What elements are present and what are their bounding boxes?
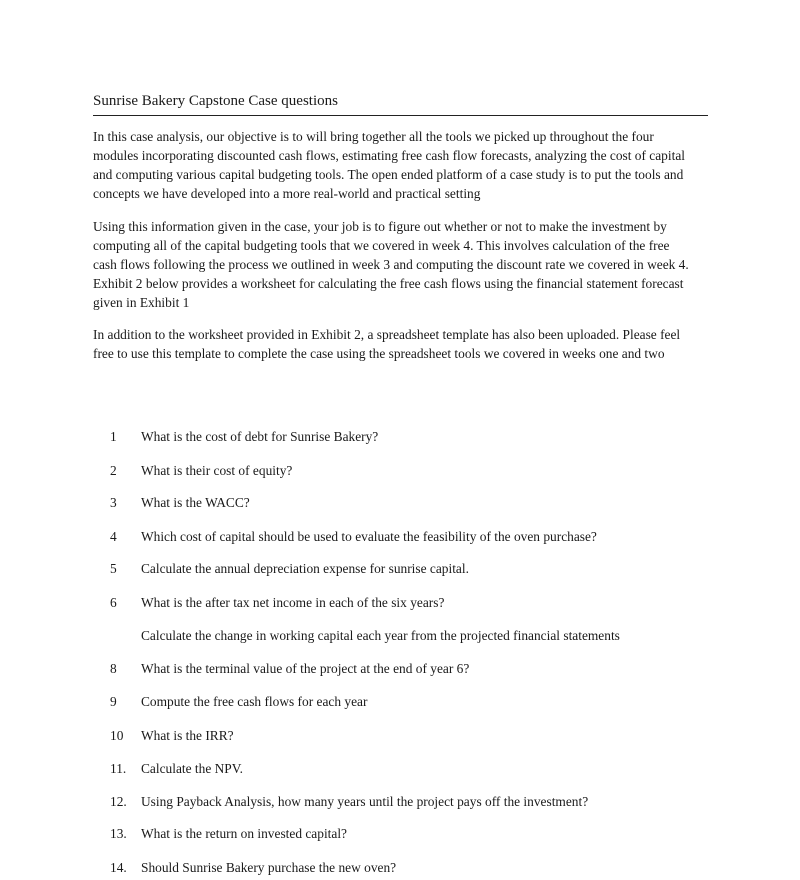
question-text: What is the terminal value of the project at the end of year 6? xyxy=(141,661,470,676)
question-text: What is the IRR? xyxy=(141,728,234,743)
question-text: Which cost of capital should be used to evaluate the feasibility of the oven purchase? xyxy=(141,529,597,544)
template-paragraph: In addition to the worksheet provided in Exhibit 2, a spreadsheet template has also been uploaded. Please feel free to use this template to complete the case using the spreadsheet tools we covered in weeks one and two xyxy=(93,327,681,361)
question-text: Calculate the change in working capital each year from the projected financial statements xyxy=(141,628,620,643)
question-text: Compute the free cash flows for each year xyxy=(141,694,368,709)
question-number: 12. xyxy=(110,794,127,809)
question-number: 5 xyxy=(110,561,117,576)
question-text: What is the after tax net income in each of the six years? xyxy=(141,595,445,610)
question-number: 3 xyxy=(110,495,117,510)
question-number: 9 xyxy=(110,694,117,709)
question-text: Calculate the annual depreciation expense for sunrise capital. xyxy=(141,561,469,576)
question-text: Should Sunrise Bakery purchase the new oven? xyxy=(141,860,397,875)
document-title: Sunrise Bakery Capstone Case questions xyxy=(93,92,708,116)
question-number: 8 xyxy=(110,661,117,676)
question-number: 4 xyxy=(110,529,117,544)
question-number: 1 xyxy=(110,429,117,444)
question-number: 14. xyxy=(110,860,127,875)
question-number: 6 xyxy=(110,595,117,610)
question-number: 10 xyxy=(110,728,124,743)
question-text: What is the return on invested capital? xyxy=(141,826,347,841)
question-number: 13. xyxy=(110,826,127,841)
question-number: 2 xyxy=(110,463,117,478)
question-number: 11. xyxy=(110,761,127,776)
question-text: Calculate the NPV. xyxy=(141,761,244,776)
question-text: What is the WACC? xyxy=(141,495,250,510)
question-text: Using Payback Analysis, how many years until the project pays off the investment? xyxy=(141,794,589,809)
question-text: What is their cost of equity? xyxy=(141,463,293,478)
intro-paragraph: In this case analysis, our objective is to will bring together all the tools we picked up throughout the four modules incorporating discounted cash flows, estimating free cash flow forecasts, analyzing the cost of capital and computing various capital budgeting tools. The open ended platform of a case study is to put the tools and concepts we have developed into a more real-world and practical setting xyxy=(93,129,685,201)
question-text: What is the cost of debt for Sunrise Bakery? xyxy=(141,429,379,444)
instructions-paragraph: Using this information given in the case, your job is to figure out whether or not to make the investment by computing all of the capital budgeting tools that we covered in week 4. This involves calculation of the free cash flows following the process we outlined in week 3 and computing the discount rate we covered in week 4. Exhibit 2 below provides a worksheet for calculating the free cash flows using the financial statement forecast given in Exhibit 1 xyxy=(93,219,689,310)
